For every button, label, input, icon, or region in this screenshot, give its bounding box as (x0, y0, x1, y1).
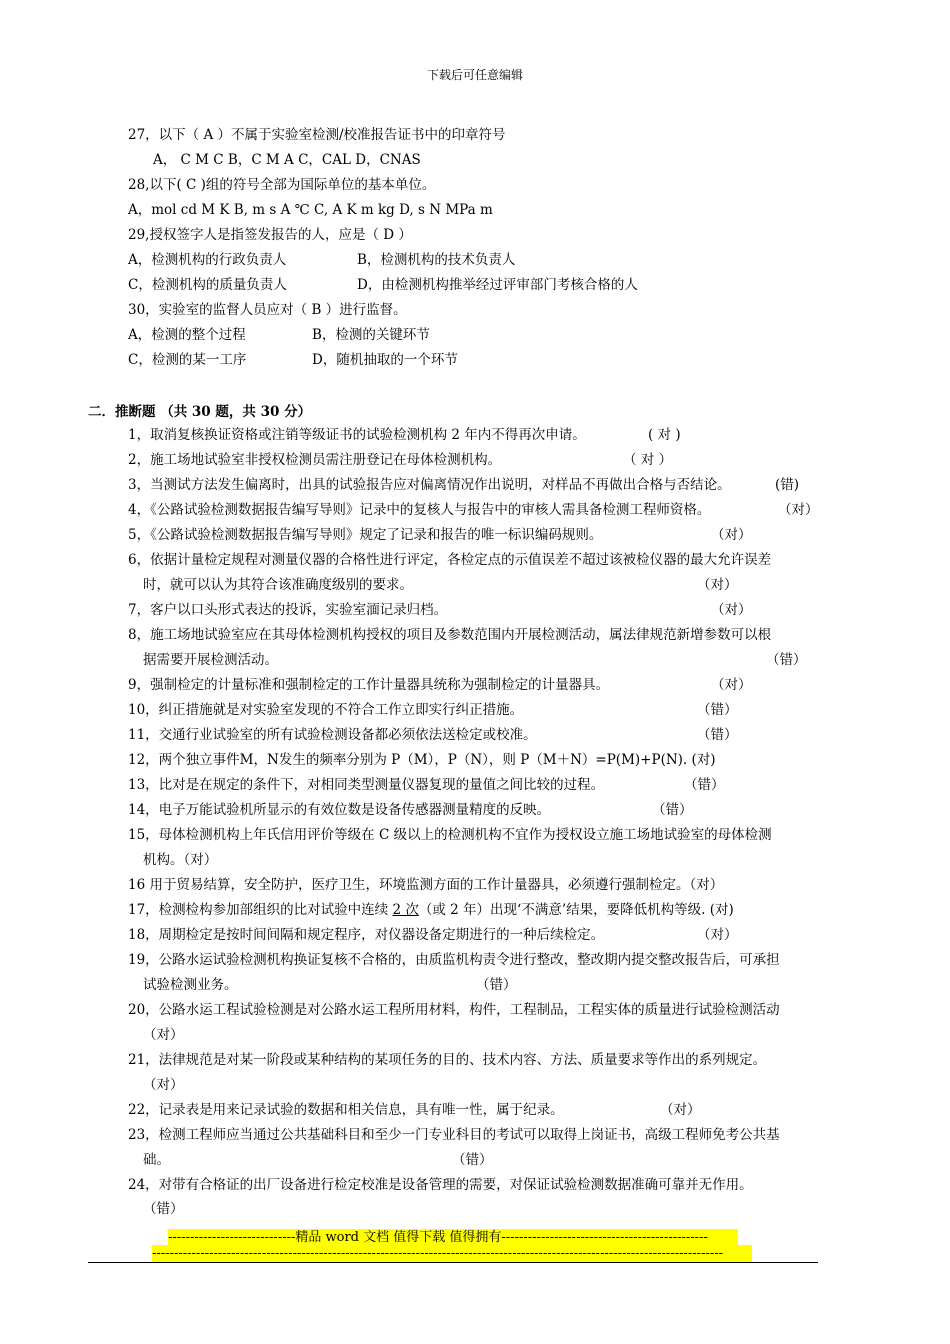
judge-item-23-continued: 础。 (143, 1152, 170, 1168)
judge-item-16: 16 用于贸易结算，安全防护，医疗卫生，环境监测方面的工作计量器具，必须遵行强制检定。（对） (128, 877, 724, 893)
judge-item-20: 20，公路水运工程试验检测是对公路水运工程所用材料，构件，工程制品，工程实体的质量进行试验检测活动 (128, 1002, 780, 1018)
question-28: 28,以下( C )组的符号全部为国际单位的基本单位。 (128, 177, 436, 193)
judge-item-24: 24，对带有合格证的出厂设备进行检定校准是设备管理的需要，对保证试验检测数据准确可靠并无作用。 (128, 1177, 753, 1193)
judge-item-7: 7，客户以口头形式表达的投诉，实验室湎记录归档。 (128, 602, 448, 618)
judge-item-17-prefix: 17，检测检构参加部组织的比对试验中连续 (128, 902, 393, 918)
judge-item-11: 11，交通行业试验室的所有试验检测设备都必须依法送检定或校准。 (128, 727, 537, 743)
judge-item-8-answer: （错） (766, 652, 807, 668)
judge-item-23-answer: （错） (452, 1152, 493, 1168)
judge-item-6-continued: 时，就可以认为其符合该准确度级别的要求。 (143, 577, 413, 593)
judge-item-15: 15，母体检测机构上年氏信用评价等级在 C 级以上的检测机构不宜作为授权设立施工场地试验室的母体检测 (128, 827, 772, 843)
judge-item-18: 18，周期检定是按时间间隔和规定程序，对仪器设备定期进行的一种后续检定。 (128, 927, 605, 943)
page-header-note: 下载后可任意编辑 (426, 68, 523, 82)
judge-item-4: 4，《公路试验检测数据报告编写导则》记录中的复核人与报告中的审核人需具备检测工程师资格。 (128, 502, 711, 518)
judge-item-3: 3，当测试方法发生偏离时，出具的试验报告应对偏离情况作出说明，对样品不再做出合格与否结论。 (128, 477, 731, 493)
judge-item-1-answer: ( 对 ) (648, 427, 681, 443)
judge-item-21-answer: （对） (143, 1077, 184, 1093)
judge-item-9-answer: （对） (711, 677, 752, 693)
judge-item-21: 21，法律规范是对某一阶段或某种结构的某项任务的目的、技术内容、方法、质量要求等作出的系列规定。 (128, 1052, 767, 1068)
question-30-option-a: A，检测的整个过程 (128, 327, 246, 343)
footer-divider (88, 1262, 818, 1263)
judge-item-24-answer: （错） (143, 1201, 184, 1217)
judge-item-19-continued: 试验检测业务。 (143, 977, 238, 993)
judge-item-17 (128, 901, 734, 919)
question-30-option-c: C，检测的某一工序 (128, 352, 247, 368)
judge-item-23: 23，检测工程师应当通过公共基础科目和至少一门专业科目的考试可以取得上岗证书，高级工程师免考公共基 (128, 1127, 780, 1143)
judge-item-8: 8，施工场地试验室应在其母体检测机构授权的项目及参数范围内开展检测活动，属法律规范新增参数可以根 (128, 627, 772, 643)
judge-item-17-underlined: 2 次 (392, 902, 419, 918)
judge-item-18-answer: （对） (697, 927, 738, 943)
section-2-title: 二．推断题 （共 30 题，共 30 分） (88, 404, 312, 420)
judge-item-6: 6，依据计量检定规程对测量仪器的合格性进行评定，各检定点的示值误差不超过该被检仪器的最大允许误差 (128, 552, 772, 568)
judge-item-3-answer: (错) (775, 477, 800, 493)
judge-item-12: 12，两个独立事件M，N发生的频率分别为 P（M），P（N），则 P（M＋N）=P(M)+P(N). (对) (128, 752, 716, 768)
question-29: 29,授权签字人是指签发报告的人，应是（ D ） (128, 227, 412, 243)
judge-item-1: 1，取消复核换证资格或注销等级证书的试验检测机构 2 年内不得再次申请。 (128, 427, 586, 443)
judge-item-11-answer: （错） (697, 727, 738, 743)
judge-item-8-continued: 据需要开展检测活动。 (143, 652, 278, 668)
question-29-option-c: C，检测机构的质量负责人 (128, 277, 287, 293)
judge-item-2-answer: （ 对 ） (623, 452, 673, 468)
question-30-option-d: D，随机抽取的一个环节 (312, 352, 458, 368)
judge-item-5-answer: （对） (711, 527, 752, 543)
judge-item-19-answer: （错） (476, 977, 517, 993)
judge-item-10-answer: （错） (697, 702, 738, 718)
judge-item-13: 13，比对是在规定的条件下，对相同类型测量仪器复现的量值之间比较的过程。 (128, 777, 605, 793)
judge-item-13-answer: （错） (684, 777, 725, 793)
judge-item-22: 22，记录表是用来记录试验的数据和相关信息，具有唯一性，属于纪录。 (128, 1102, 564, 1118)
question-29-option-d: D，由检测机构推举经过评审部门考核合格的人 (357, 277, 638, 293)
judge-item-4-answer: （对） (778, 502, 819, 518)
question-28-options: A，mol cd M K B, m s A ℃ C, A K m kg D, s N MPa m (128, 202, 493, 218)
footer-banner-1: -----------------------------精品 word 文档 值得下载 值得拥有----------------------------------------------- (168, 1229, 738, 1246)
footer-banner-2: ---------------------------------------------------------------------------------------------------------------------------------- (152, 1245, 752, 1262)
question-29-option-a: A，检测机构的行政负责人 (128, 252, 287, 268)
judge-item-22-answer: （对） (660, 1102, 701, 1118)
question-27-options: A， C M C B，C M A C，CAL D，CNAS (153, 152, 421, 168)
judge-item-6-answer: （对） (697, 577, 738, 593)
judge-item-5: 5，《公路试验检测数据报告编写导则》规定了记录和报告的唯一标识编码规则。 (128, 527, 603, 543)
question-27: 27，以下（ A ）不属于实验室检测/校准报告证书中的印章符号 (128, 127, 506, 143)
judge-item-17-suffix: （或 2 年）出现‘不满意’结果，要降低机构等级. (对) (418, 902, 734, 918)
judge-item-19: 19，公路水运试验检测机构换证复核不合格的，由质监机构责令进行整改，整改期内提交整改报告后，可承担 (128, 952, 780, 968)
judge-item-14: 14，电子万能试验机所显示的有效位数是设备传感器测量精度的反映。 (128, 802, 551, 818)
judge-item-10: 10，纠正措施就是对实验室发现的不符合工作立即实行纠正措施。 (128, 702, 524, 718)
judge-item-9: 9，强制检定的计量标准和强制检定的工作计量器具统称为强制检定的计量器具。 (128, 677, 610, 693)
judge-item-15-continued: 机构。（对） (143, 852, 218, 868)
question-30-option-b: B，检测的关键环节 (312, 327, 430, 343)
judge-item-7-answer: （对） (711, 602, 752, 618)
question-29-option-b: B，检测机构的技术负责人 (357, 252, 516, 268)
judge-item-14-answer: （错） (652, 802, 693, 818)
judge-item-20-answer: （对） (143, 1027, 184, 1043)
judge-item-2: 2，施工场地试验室非授权检测员需注册登记在母体检测机构。 (128, 452, 502, 468)
question-30: 30，实验室的监督人员应对（ B ）进行监督。 (128, 302, 407, 318)
